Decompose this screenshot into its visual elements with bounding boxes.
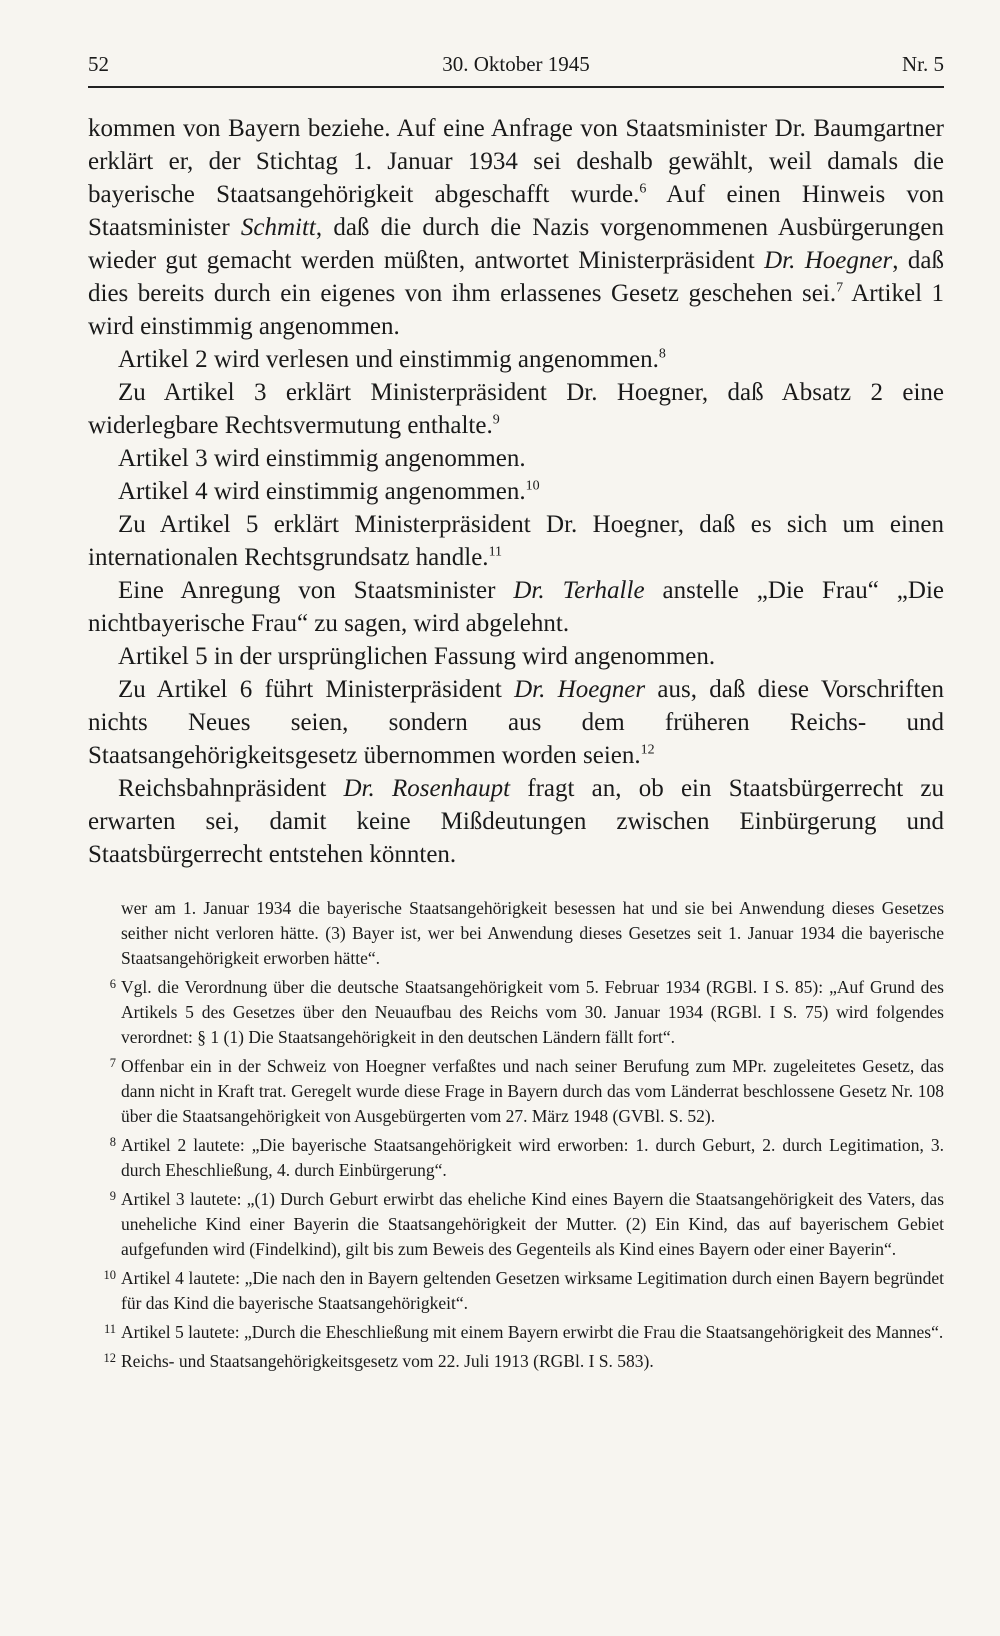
- footnote-text: Offenbar ein in der Schweiz von Hoegner verfaßtes und nach seiner Berufung zum MPr. zugeleitetes Gesetz, das dann nicht in Kraft trat. Geregelt wurde diese Frage in Bayern durch das vom Länderrat beschlossene Gesetz Nr. 108 über die Staatsangehörigkeit von Ausgebürgerten vom 27. März 1948 (GVBl. S. 52).: [121, 1056, 944, 1126]
- footnote: [88, 1054, 944, 1129]
- footnotes: [88, 896, 944, 1378]
- paragraph: Zu Artikel 5 erklärt Ministerpräsident Dr. Hoegner, daß es sich um einen internationalen Rechtsgrundsatz handle.$^{11}$: [88, 511, 944, 571]
- paragraph: Artikel 2 wird verlesen und einstimmig angenommen.$^8$: [118, 346, 666, 373]
- paragraph: kommen von Bayern beziehe. Auf eine Anfrage von Staatsminister Dr. Baumgartner erklärt er, der Stichtag 1. Januar 1934 sei deshalb gewählt, weil damals die bayerische Staatsangehörigkeit abgeschafft wurde.$^6$ Auf einen Hinweis von Staatsminister Schmitt, daß die durch die Nazis vorgenommenen Ausbürgerungen wieder gut gemacht werden müßten, antwortet Ministerpräsident Dr. Hoegner, daß dies bereits durch ein eigenes von ihm erlassenes Gesetz geschehen sei.$^7$ Artikel 1 wird einstimmig angenommen.: [88, 115, 945, 340]
- main-text: [88, 112, 944, 871]
- person-name: Dr. Rosenhaupt: [343, 775, 511, 802]
- header-issue: Nr. 5: [902, 52, 944, 76]
- footnote: [88, 1266, 944, 1316]
- header-date: 30. Oktober 1945: [442, 52, 590, 76]
- person-name: Schmitt: [240, 214, 316, 241]
- footnote-text: Artikel 2 lautete: „Die bayerische Staatsangehörigkeit wird erworben: 1. durch Geburt, 2. durch Legitimation, 3. durch Eheschließung, 4. durch Einbürgerung“.: [121, 1135, 944, 1180]
- footnote-text: Artikel 4 lautete: „Die nach den in Bayern geltenden Gesetzen wirksame Legitimation durch einen Bayern begründet für das Kind die bayerische Staatsangehörigkeit“.: [121, 1268, 944, 1313]
- footnote-ref: 12: [640, 742, 655, 758]
- footnote-number: 8: [109, 1135, 116, 1149]
- running-header: [88, 46, 944, 88]
- footnote-ref: 6: [639, 181, 647, 197]
- footnote: [88, 1320, 944, 1345]
- paragraph: Zu Artikel 3 erklärt Ministerpräsident Dr. Hoegner, daß Absatz 2 eine widerlegbare Rechtsvermutung enthalte.$^9$: [88, 379, 944, 439]
- footnote-text: Reichs- und Staatsangehörigkeitsgesetz vom 22. Juli 1913 (RGBl. I S. 583).: [121, 1351, 654, 1371]
- person-name: Dr. Hoegner: [514, 676, 646, 703]
- footnote-ref: 7: [836, 280, 844, 296]
- paragraph: Reichsbahnpräsident Dr. Rosenhaupt fragt an, ob ein Staatsbürgerrecht zu erwarten sei, damit keine Mißdeutungen zwischen Einbürgerung und Staatsbürgerrecht entstehen könnten.: [88, 775, 944, 868]
- footnote: [88, 1187, 944, 1262]
- paragraph: Artikel 3 wird einstimmig angenommen.: [118, 445, 526, 472]
- paragraph: Eine Anregung von Staatsminister Dr. Terhalle anstelle „Die Frau“ „Die nichtbayerische Frau“ zu sagen, wird abgelehnt.: [88, 577, 944, 637]
- paragraph: Artikel 4 wird einstimmig angenommen.$^{10}$: [118, 478, 540, 505]
- footnote-number: 11: [103, 1322, 116, 1336]
- footnote-ref: 8: [658, 346, 666, 362]
- footnote-number: 7: [109, 1056, 116, 1070]
- paragraph: Zu Artikel 6 führt Ministerpräsident Dr. Hoegner aus, daß diese Vorschriften nichts Neues seien, sondern aus dem früheren Reichs- und Staatsangehörigkeitsgesetz übernommen worden seien.$^{12}$: [88, 676, 944, 769]
- paragraph: Artikel 5 in der ursprünglichen Fassung wird angenommen.: [118, 643, 716, 670]
- footnote-text: Vgl. die Verordnung über die deutsche Staatsangehörigkeit vom 5. Februar 1934 (RGBl. I S. 85): „Auf Grund des Artikels 5 des Gesetzes über den Neuaufbau des Reichs vom 30. Januar 1934 (RGBl. I S. 75) wird folgendes verordnet: § 1 (1) Die Staatsangehörigkeit in den deutschen Ländern fällt fort“.: [121, 977, 944, 1047]
- footnote-ref: 11: [488, 544, 503, 560]
- footnote-ref: 10: [525, 478, 540, 494]
- footnote-text: Artikel 5 lautete: „Durch die Eheschließung mit einem Bayern erwirbt die Frau die Staatsangehörigkeit des Mannes“.: [121, 1322, 944, 1342]
- person-name: Dr. Hoegner: [764, 247, 893, 274]
- footnote-text: Artikel 3 lautete: „(1) Durch Geburt erwirbt das eheliche Kind eines Bayern die Staatsangehörigkeit des Vaters, das uneheliche Kind einer Bayerin die Staatsangehörigkeit der Mutter. (2) Ein Kind, das auf bayerischem Gebiet aufgefunden wird (Findelkind), gilt bis zum Beweis des Gegenteils als Kind eines Bayern oder einer Bayerin“.: [121, 1189, 944, 1259]
- footnote-ref: 9: [492, 412, 500, 428]
- page-number: 52: [88, 52, 109, 76]
- footnote: [88, 975, 944, 1050]
- footnote-number: 10: [103, 1268, 116, 1282]
- footnote-number: 9: [109, 1189, 116, 1203]
- person-name: Dr. Terhalle: [513, 577, 645, 604]
- footnote: [88, 1349, 944, 1374]
- footnote-number: 6: [109, 977, 116, 991]
- footnote-continued: wer am 1. Januar 1934 die bayerische Staatsangehörigkeit besessen hat und sie bei Anwendung dieses Gesetzes seither nicht verloren hätte. (3) Bayer ist, wer bei Anwendung dieses Gesetzes seit 1. Januar 1934 die bayerische Staatsangehörigkeit erworben hätte“.: [121, 898, 944, 968]
- footnote: [88, 1133, 944, 1183]
- footnote-number: 12: [103, 1351, 116, 1365]
